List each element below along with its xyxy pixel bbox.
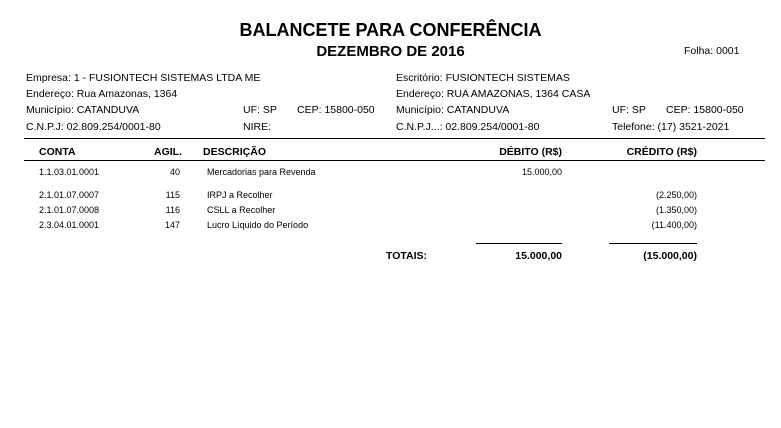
office-state: UF: SP [612,104,646,116]
office-city: Município: CATANDUVA [396,104,510,116]
cell-agil: 115 [165,190,180,200]
col-header-debito: DÉBITO (R$) [499,146,562,158]
cell-credito: (2.250,00) [655,190,697,200]
company-address: Endereço: Rua Amazonas, 1364 [26,88,178,100]
cell-agil: 147 [164,220,180,230]
col-header-descricao: DESCRIÇÃO [203,146,267,158]
office-cnpj: C.N.P.J...: 02.809.254/0001-80 [396,121,540,133]
cell-credito: (11.400,00) [651,220,697,230]
office-zip: CEP: 15800-050 [666,104,744,116]
cell-agil: 116 [165,205,180,215]
cell-agil: 40 [169,167,180,177]
report-title: BALANCETE PARA CONFERÊNCIA [239,20,542,40]
company-cnpj: C.N.P.J: 02.809.254/0001-80 [26,121,161,133]
totals-label: TOTAIS: [386,250,428,262]
company-state: UF: SP [243,104,277,116]
column-header-divider [24,160,765,161]
cell-descricao: CSLL a Recolher [207,205,276,215]
debit-total-rule [476,243,562,244]
office-name: Escritório: FUSIONTECH SISTEMAS [396,72,570,84]
cell-conta: 2.1.01.07.0008 [39,205,100,215]
page-number: Folha: 0001 [684,45,740,57]
company-name: Empresa: 1 - FUSIONTECH SISTEMAS LTDA ME [26,72,261,84]
credit-total-rule [609,243,697,244]
header-divider [24,138,765,139]
cell-conta: 1.1.03.01.0001 [39,167,100,177]
col-header-credito: CRÉDITO (R$) [626,146,697,158]
cell-credito: (1.350,00) [655,205,697,215]
total-debito: 15.000,00 [515,250,562,262]
company-city: Município: CATANDUVA [26,104,140,116]
cell-debito: 15.000,00 [521,167,562,177]
report-subtitle: DEZEMBRO DE 2016 [316,43,465,60]
cell-conta: 2.1.01.07.0007 [39,190,100,200]
cell-descricao: Mercadorias para Revenda [207,167,316,177]
cell-descricao: IRPJ a Recolher [207,190,273,200]
cell-descricao: Lucro Líquido do Período [207,220,309,230]
company-zip: CEP: 15800-050 [297,104,375,116]
col-header-agil: AGIL. [154,146,182,158]
office-phone: Telefone: (17) 3521-2021 [612,121,730,133]
company-nire: NIRE: [243,121,272,133]
col-header-conta: CONTA [39,146,76,158]
total-credito: (15.000,00) [643,250,697,262]
office-address: Endereço: RUA AMAZONAS, 1364 CASA [396,88,591,100]
cell-conta: 2.3.04.01.0001 [39,220,100,230]
